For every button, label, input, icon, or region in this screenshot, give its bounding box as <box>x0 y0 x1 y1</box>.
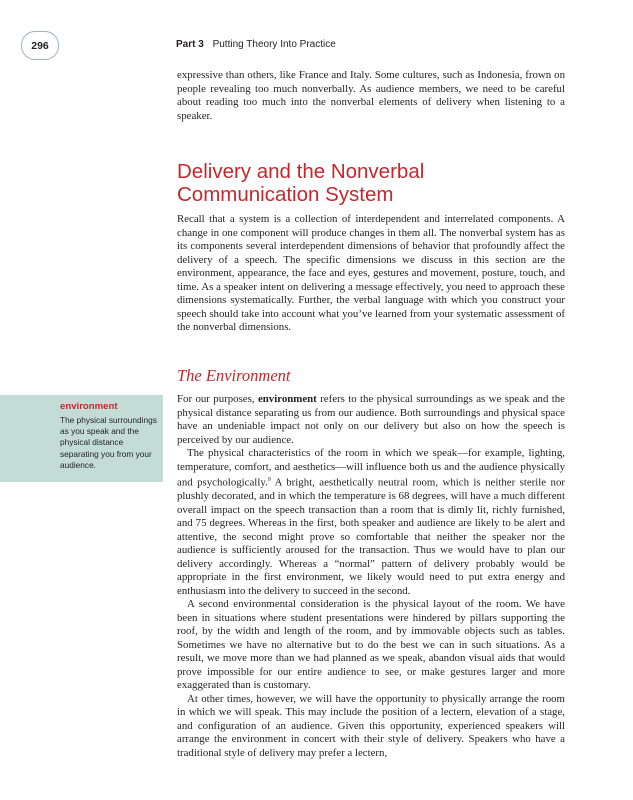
p2-before: The physical characteristics of the room in which we speak—for example, lighting, temperature, comfort, and aesthetics—will influence both us and the audience physically and psychologically. <box>177 447 565 489</box>
p1-after: refers to the physical surroundings as we speak and the physical distance separating us from our audience. Both surroundings and physical space have an undeniable impact not only on our delivery but also on how the speech is perceived by our audience. <box>177 393 565 446</box>
p1-before: For our purposes, <box>177 393 258 405</box>
part-title: Putting Theory Into Practice <box>212 39 336 50</box>
footnote-ref: 9 <box>267 477 271 483</box>
glossary-term: environment <box>60 401 118 412</box>
running-head <box>176 39 336 50</box>
paragraph-2 <box>177 447 565 598</box>
intro-block <box>177 69 565 123</box>
section-paragraph: Recall that a system is a collection of interdependent and interrelated components. A change in one component will produce changes in them all. The nonverbal system has as its components several interdependent dimensions of behavior that profoundly affect the delivery of a speech. The specific dimensions we discuss in this section are the environment, appearance, the face and eyes, gestures and movement, posture, touch, and time. As a speaker intent on delivering a message effectively, you need to approach these dimensions systematically. Further, the verbal language with which you construct your speech should take into account what you’ve learned from your systematic assessment of the nonverbal dimensions. <box>177 213 565 333</box>
intro-paragraph: expressive than others, like France and Italy. Some cultures, such as Indonesia, frown on people revealing too much nonverbally. As audience members, we need to be careful about reading too much into the nonverbal elements of delivery when listening to a speaker. <box>177 69 565 122</box>
paragraph-1 <box>177 393 565 447</box>
paragraph-4: At other times, however, we will have the opportunity to physically arrange the room in which we will speak. This may include the position of a lectern, elevation of a stage, and configuration of an audience. Given this opportunity, experienced speakers will arrange the environment in concert with their style of delivery. Speakers who have a traditional style of delivery may prefer a lectern, <box>177 692 565 759</box>
glossary-definition: The physical surroundings as you speak and the physical distance separating you from your audience. <box>60 415 157 470</box>
paragraph-3: A second environmental consideration is the physical layout of the room. We have been in situations where student presentations were hindered by pillars supporting the roof, by the width and length of the room, and by immovable objects such as tables. Sometimes we have no alternative but to do the best we can in such situations. As a result, we move more than we had planned as we speak, abandon visual aids that would prove impossible for our entire audience to see, or make gestures larger and more exaggerated than is customary. <box>177 598 565 692</box>
section-body <box>177 213 565 335</box>
glossary-sidebar <box>0 395 163 482</box>
p2-after: A bright, aesthetically neutral room, which is neither sterile nor plushly decorated, and in which the temperature is 68 degrees, will have a much different overall impact on the speech transaction than a room that is dimly lit, richly furnished, and 75 degrees. Whereas in the first, both speaker and audience are likely to be alert and attentive, the second might prove so comfortable that neither the speaker nor the audience is sufficiently aroused for the transaction. Thus we would have to plan our delivery accordingly. Whereas a “normal” pattern of delivery probably would be appropriate in the first environment, we likely would need to put extra energy and enthusiasm into the delivery to succeed in the second. <box>177 476 565 597</box>
section-title: Delivery and the Nonverbal Communication System <box>177 160 425 206</box>
subsection-title: The Environment <box>177 366 291 385</box>
key-term: environment <box>257 393 317 405</box>
subsection-body <box>177 393 565 760</box>
page-number: 296 <box>21 31 59 60</box>
part-label: Part 3 <box>176 39 204 50</box>
